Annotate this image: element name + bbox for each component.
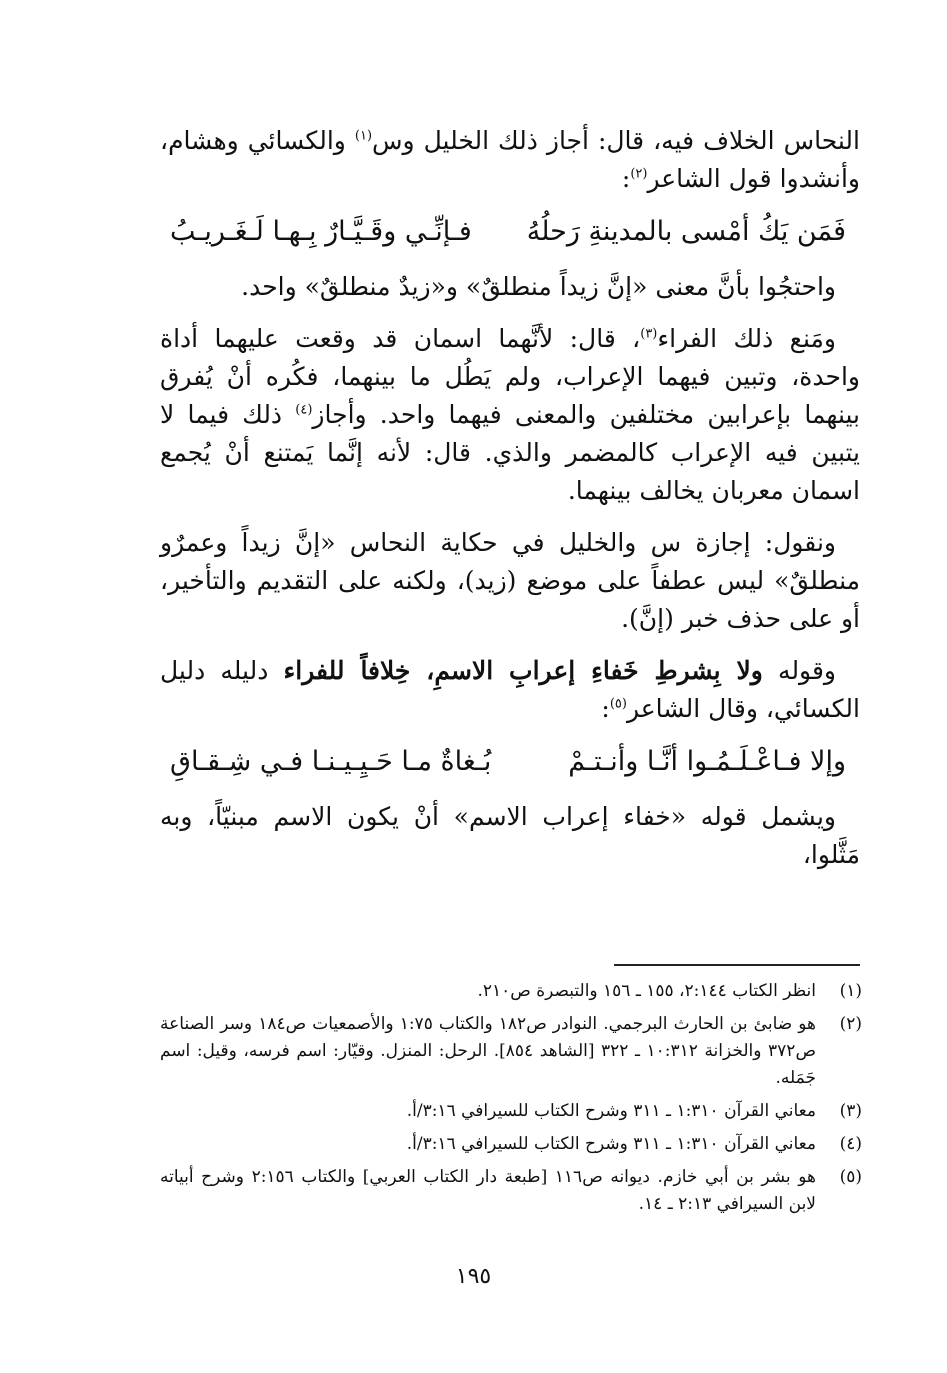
footnote-5 xyxy=(160,1164,862,1218)
footnote-4 xyxy=(160,1131,862,1158)
p1-text-c: : xyxy=(621,164,631,193)
p5-bold-quote: ولا بِشرطِ خَفاءِ إعرابِ الاسمِ، خِلافاً للفراء xyxy=(283,656,763,685)
footnote-text: هو بشر بن أبي خازم. ديوانه ص١١٦ [طبعة دار الكتاب العربي] والكتاب ٢:١٥٦ وشرح أبياته لابن السيرافي ٢:١٣ ـ ١٤. xyxy=(160,1167,816,1214)
paragraph-5 xyxy=(160,652,860,728)
footnote-1 xyxy=(160,978,862,1005)
footnote-ref-4: (٤) xyxy=(295,402,313,418)
footnote-number: (٢) xyxy=(839,1014,862,1034)
footnote-3 xyxy=(160,1098,862,1125)
footnote-number: (٥) xyxy=(839,1167,862,1187)
p1-text-b: والكسائي وهشام، وأنشدوا قول الشاعر xyxy=(160,126,860,193)
main-text xyxy=(160,122,860,888)
paragraph-6: ويشمل قوله «خفاء إعراب الاسم» أنْ يكون الاسم مبنيّاً، وبه مَثَّلوا، xyxy=(160,802,860,869)
p3-text-a: ومَنع ذلك الفراء xyxy=(657,324,836,353)
footnote-number: (٤) xyxy=(839,1134,862,1154)
p5-text-c: : xyxy=(601,694,610,723)
verse-2-second-hemistich: بُـغاةٌ مـا حَـيِـيـنـا فـي شِـقـاقِ xyxy=(170,746,492,777)
footnote-separator xyxy=(614,964,860,966)
verse-1-second-hemistich: فـإنِّـي وقَـيَّـارٌ بِـهـا لَـغَـريـبُ xyxy=(170,216,472,247)
paragraph-4: ونقول: إجازة س والخليل في حكاية النحاس «إنَّ زيداً وعمرٌو منطلقٌ» ليس عطفاً على موضع (زيد)، ولكنه على التقديم والتأخير، أو على حذف خبر (إنَّ). xyxy=(160,528,860,633)
p3-text-c: ذلك فيما لا يتبين فيه الإعراب كالمضمر والذي. قال: لأنه إنَّما يَمتنع أنْ يُجمع اسمان معربان يخالف بينهما. xyxy=(160,400,860,505)
paragraph-1 xyxy=(160,122,860,198)
footnote-number: (٣) xyxy=(839,1101,862,1121)
p5-text-b: دليله دليل الكسائي، وقال الشاعر xyxy=(160,656,860,723)
footnote-text: هو ضابئ بن الحارث البرجمي. النوادر ص١٨٢ والكتاب ١:٧٥ والأصمعيات ص١٨٤ وسر الصناعة ص٣٧٢ والخزانة ١٠:٣١٢ ـ ٣٢٢ [الشاهد ٨٥٤]. الرحل: المنزل. وقيّار: اسم فرسه، وقيل: اسم جَمَله. xyxy=(160,1014,816,1088)
footnotes xyxy=(160,978,862,1224)
verse-2 xyxy=(160,742,860,782)
footnote-ref-3: (٣) xyxy=(640,326,658,342)
footnote-number: (١) xyxy=(839,981,862,1001)
verse-2-first-hemistich: وإلا فـاعْـلَـمُـوا أنَّـا وأنـتـمْ xyxy=(568,746,846,777)
footnote-text: معاني القرآن ١:٣١٠ ـ ٣١١ وشرح الكتاب للسيرافي ٣:١٦/أ. xyxy=(406,1134,816,1154)
footnote-2 xyxy=(160,1011,862,1092)
verse-1 xyxy=(160,212,860,252)
footnote-text: انظر الكتاب ٢:١٤٤، ١٥٥ ـ ١٥٦ والتبصرة ص٢١٠. xyxy=(477,981,816,1001)
p3-text-b: ، قال: لأنَّهما اسمان قد وقعت عليهما أداة واحدة، وتبين فيهما الإعراب، ولم يَطُل ما بينهما، فكُره أنْ يُفرق بينهما بإعرابين مختلفين والمعنى فيهما واحد. وأجاز xyxy=(160,324,860,429)
paragraph-2: واحتجُوا بأنَّ معنى «إنَّ زيداً منطلقٌ» و«زيدٌ منطلقٌ» واحد. xyxy=(241,272,836,301)
footnote-ref-5: (٥) xyxy=(609,696,627,712)
verse-1-first-hemistich: فَمَن يَكُ أمْسى بالمدينةِ رَحلُهُ xyxy=(526,216,846,247)
footnote-ref-1: (١) xyxy=(354,128,373,144)
paragraph-3 xyxy=(160,320,860,510)
footnote-ref-2: (٢) xyxy=(630,166,648,182)
p1-text-a: النحاس الخلاف فيه، قال: أجاز ذلك الخليل وس xyxy=(372,126,860,155)
page-number: ١٩٥ xyxy=(455,1264,492,1289)
footnote-text: معاني القرآن ١:٣١٠ ـ ٣١١ وشرح الكتاب للسيرافي ٣:١٦/أ. xyxy=(406,1101,816,1121)
p5-text-a: وقوله xyxy=(762,656,836,685)
